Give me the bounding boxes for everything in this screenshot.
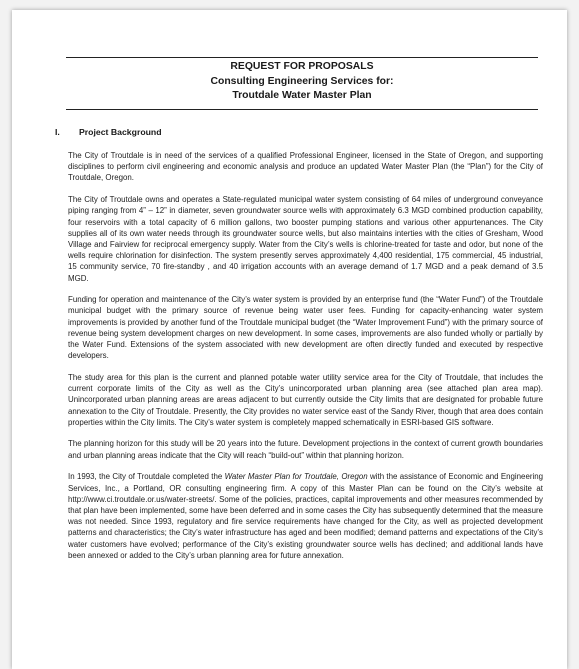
paragraph-1: The City of Troutdale is in need of the services of a qualified Professional Engineer, licensed in the State of Oregon, and supporting disciplines to perform civil engineering and economic analysis and produce an updated Water Master Plan (the “Plan”) for the City of Troutdale, Oregon.: [68, 151, 543, 183]
body-text: [68, 150, 543, 572]
paragraph-6-rest: with the assistance of Economic and Engineering Services, Inc., a Portland, OR consulting engineering firm. A copy of this Master Plan can be found on the City’s website at http://www.ci.troutdale.or.us/water-streets/. Some of the policies, practices, capital improvements and other measures recommended by that plan have been implemented, some have been deferred and in some cases the City has subsequently determined that the measure was not needed. Since 1993, regulatory and fire service requirements have changed for the City, as well as projected development patterns and characteristics; the City’s water infrastructure has aged and been modified; demand patterns and expectations of the City’s water customers have evolved; performance of the City’s existing groundwater source wells has declined; and additional lands have been annexed or added to the City’s urban planning area for future annexation.: [68, 472, 543, 560]
section-title: Project Background: [79, 127, 162, 137]
title-line-2: Consulting Engineering Services for:: [210, 75, 394, 87]
section-heading: [55, 127, 162, 137]
paragraph-4: The study area for this plan is the current and planned potable water utility service area for the City of Troutdale, that includes the current corporate limits of the City as well as the City’s unincorporated urban planning area (see attached plan area map). Unincorporated urban planning areas are areas adjacent to but currently outside the City limits that are designated for probable future annexation to the City of Troutdale. Presently, the City provides no water service east of the Sandy River, though that area does contain properties within the City limits. The City’s water system is completely mapped schematically in ESRI-based GIS software.: [68, 372, 543, 427]
title-line-1: REQUEST FOR PROPOSALS: [230, 61, 374, 72]
paragraph-6-lead: In 1993, the City of Troutdale completed the: [68, 472, 225, 482]
paragraph-2: The City of Troutdale owns and operates a State-regulated municipal water system consisting of 64 miles of underground conveyance piping ranging from 4” – 12” in diameter, seven groundwater source wells with approximately 6.3 MGD combined production capability, four reservoirs with a total capacity of 6 million gallons, two booster pumping stations and various other appurtenances. The City supplies all of its own water needs through its groundwater source wells, but also maintains interties with the cities of Gresham, Wood Village and Fairview for reciprocal emergency supply. Water from the City’s wells is chlorine-treated for taste and odor, but none of the wells require chlorination for disinfection. The system presently serves approximately 4,400 residential, 175 commercial, 45 industrial, 15 community service, 70 fire-standby , and 40 irrigation accounts with an average demand of 1.7 MGD and a peak demand of 3.5 MGD.: [68, 195, 543, 283]
bottom-rule: [66, 109, 538, 110]
paragraph-6: [68, 471, 543, 561]
document-page: [12, 10, 567, 669]
title-line-3: Troutdale Water Master Plan: [232, 90, 372, 101]
document-title: [66, 60, 538, 104]
paragraph-3: Funding for operation and maintenance of the City’s water system is provided by an enterprise fund (the “Water Fund”) of the Troutdale municipal budget with the primary source of revenue being water user fees. Funding for capacity-enhancing water system improvements is provided by another fund of the Troutdale municipal budget (the “Water Improvement Fund”) with the primary source of revenue being system development charges on new development. In some cases, improvements are also funded wholly or partially by the Water Fund. Extensions of the system associated with new development are often directly funded and executed by respective developers.: [68, 295, 543, 361]
paragraph-5: The planning horizon for this study will be 20 years into the future. Development projections in the context of current growth boundaries and urban planning areas indicate that the City will reach “build-out” within that planning horizon.: [68, 439, 543, 460]
top-rule: [66, 57, 538, 58]
section-number: I.: [55, 127, 60, 137]
plan-title-italic: Water Master Plan for Troutdale, Oregon: [224, 472, 368, 482]
